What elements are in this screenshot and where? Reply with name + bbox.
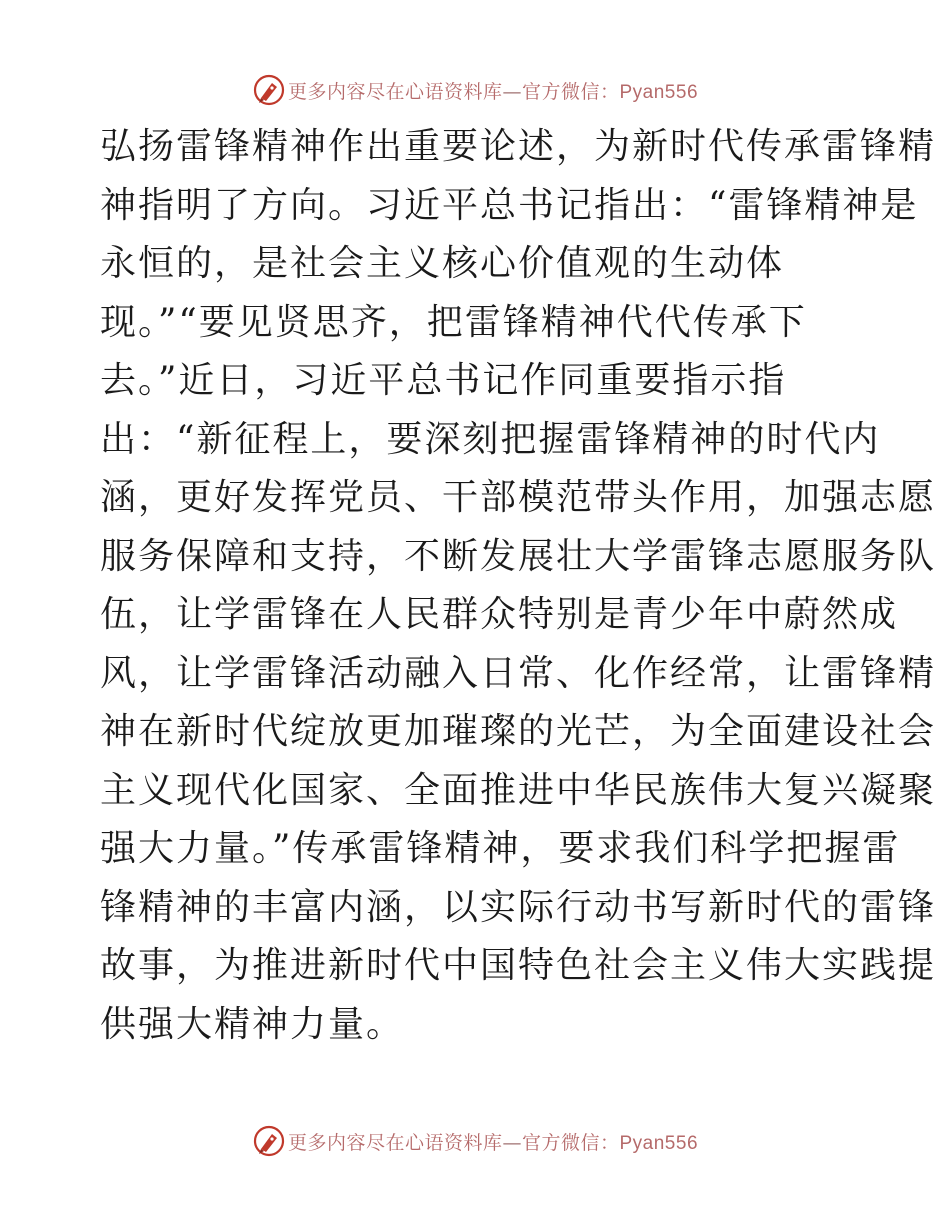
body-text bbox=[100, 118, 937, 1054]
text-line: 故事，为推进新时代中国特色社会主义伟大实践提 bbox=[100, 945, 937, 986]
text-line: 神在新时代绽放更加璀璨的光芒，为全面建设社会 bbox=[100, 711, 937, 752]
text-line: 供强大精神力量。 bbox=[100, 1003, 405, 1045]
text-line: 永恒的，是社会主义核心价值观的生动体 bbox=[100, 243, 785, 284]
text-line: 风，让学雷锋活动融入日常、化作经常，让雷锋精 bbox=[100, 652, 937, 694]
header-account: Pyan556 bbox=[619, 81, 699, 103]
text-line: 去。”近日，习近平总书记作同重要指示指 bbox=[100, 360, 787, 401]
text-line: 服务保障和支持，不断发展壮大学雷锋志愿服务队 bbox=[100, 535, 937, 577]
text-line: 出：“新征程上，要深刻把握雷锋精神的时代内 bbox=[100, 418, 881, 460]
footer-banner bbox=[0, 1121, 950, 1161]
footer-official-label: 官方微信： bbox=[521, 1131, 620, 1154]
header-official-label: 官方微信： bbox=[521, 80, 620, 103]
text-line: 伍，让学雷锋在人民群众特别是青少年中蔚然成 bbox=[100, 594, 899, 635]
header-banner bbox=[0, 70, 950, 110]
text-line: 锋精神的丰富内涵，以实际行动书写新时代的雷锋 bbox=[100, 886, 937, 928]
footer-banner-text bbox=[288, 1128, 698, 1155]
header-site-text: 更多内容尽在心语资料库 bbox=[287, 80, 503, 103]
pen-nib-logo-icon bbox=[252, 73, 286, 107]
text-line: 强大力量。”传承雷锋精神，要求我们科学把握雷 bbox=[100, 828, 901, 869]
text-line: 涵，更好发挥党员、干部模范带头作用，加强志愿 bbox=[100, 477, 937, 518]
footer-separator: — bbox=[502, 1131, 522, 1154]
pen-nib-logo-icon bbox=[252, 1124, 286, 1158]
footer-site-text: 更多内容尽在心语资料库 bbox=[287, 1131, 503, 1154]
header-banner-text bbox=[288, 77, 698, 104]
text-line: 弘扬雷锋精神作出重要论述，为新时代传承雷锋精 bbox=[100, 126, 937, 167]
text-line: 现。”“要见贤思齐，把雷锋精神代代传承下 bbox=[100, 301, 807, 343]
text-line: 神指明了方向。习近平总书记指出：“雷锋精神是 bbox=[100, 184, 919, 226]
text-line: 主义现代化国家、全面推进中华民族伟大复兴凝聚 bbox=[100, 769, 937, 811]
header-separator: — bbox=[502, 80, 522, 103]
footer-account: Pyan556 bbox=[619, 1132, 699, 1154]
